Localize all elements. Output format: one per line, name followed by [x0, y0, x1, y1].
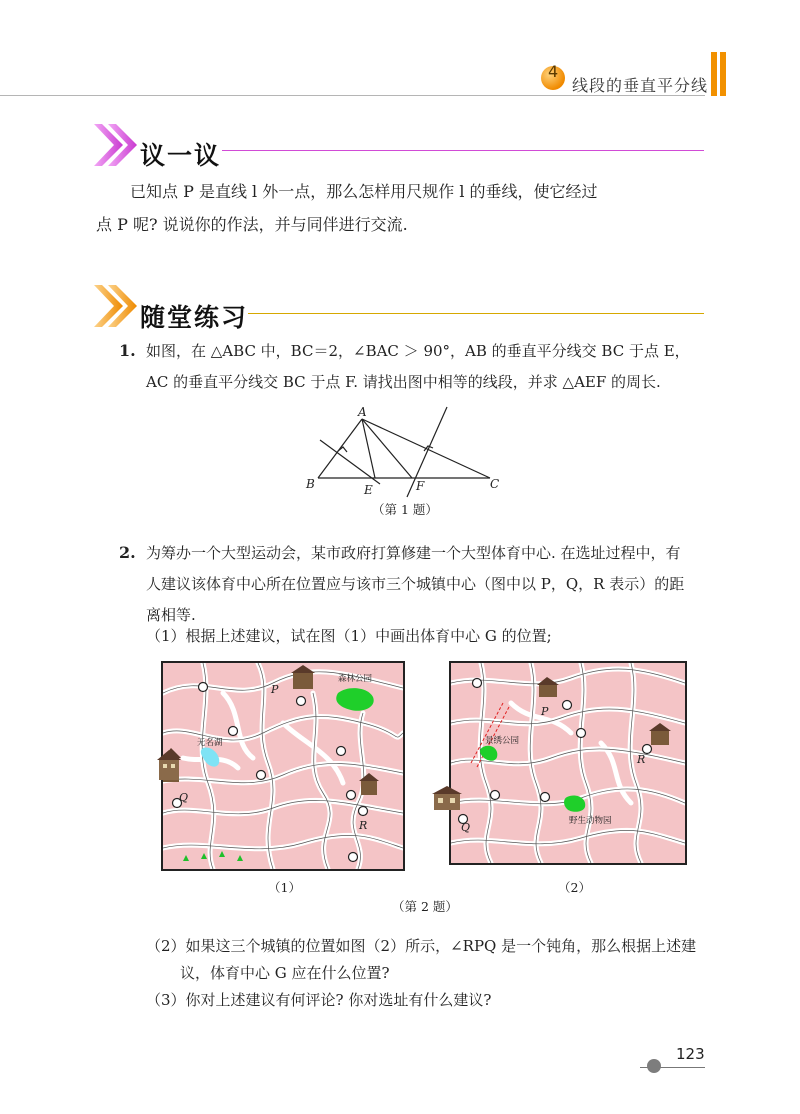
practice-title: 随堂练习: [140, 303, 249, 332]
section-chevron-icon: [92, 122, 138, 168]
map1-caption: （1）: [268, 880, 301, 895]
map-2: [449, 661, 687, 865]
house-icon: [430, 784, 464, 812]
discuss-text-line1: 已知点 P 是直线 l 外一点，那么怎样用尺规作 l 的垂线，使它经过: [130, 182, 598, 201]
q2-text-line3: 离相等.: [146, 606, 196, 624]
perp-bisector-ac: [407, 407, 447, 497]
header-bar: [720, 52, 726, 96]
label-b: B: [306, 477, 315, 491]
map2-label-r: R: [637, 753, 646, 766]
map1-label-q: Q: [179, 791, 189, 804]
chapter-title: 线段的垂直平分线: [572, 76, 709, 95]
page-number: 123: [676, 1045, 705, 1063]
map1-label-r: R: [359, 819, 368, 832]
section-rule: [248, 313, 704, 314]
q2-number: 2.: [119, 543, 136, 562]
label-e: E: [364, 483, 373, 497]
label-f: F: [416, 479, 425, 493]
map1-park-label: 森林公园: [338, 674, 373, 684]
header-rule: [0, 95, 705, 96]
page-dot-icon: [647, 1059, 661, 1073]
q1-caption: （第 1 题）: [372, 502, 438, 517]
label-c: C: [490, 477, 500, 491]
triangle-figure: [300, 402, 520, 512]
q2-sub3: （3）你对上述建议有何评论? 你对选址有什么建议?: [146, 991, 492, 1009]
q2-sub2-line2: 议，体育中心 G 应在什么位置?: [180, 964, 390, 982]
header-bar: [711, 52, 717, 96]
map2-park1-label: 景绣公园: [485, 736, 520, 746]
section-chevron-icon: [92, 283, 138, 329]
section-rule: [222, 150, 704, 151]
right-angle-mark: [338, 447, 347, 452]
chapter-number: 4: [548, 62, 559, 81]
label-a: A: [358, 405, 367, 419]
q2-sub2-line1: （2）如果这三个城镇的位置如图（2）所示，∠RPQ 是一个钝角，那么根据上述建: [146, 937, 697, 955]
map2-caption: （2）: [558, 880, 591, 895]
q1-number: 1.: [119, 341, 136, 360]
q1-text-line2: AC 的垂直平分线交 BC 于点 F. 请找出图中相等的线段，并求 △AEF 的周长.: [146, 373, 661, 391]
discuss-text-line2: 点 P 呢? 说说你的作法，并与同伴进行交流.: [96, 215, 408, 234]
q1-text-line1: 如图，在 △ABC 中，BC＝2，∠BAC ＞ 90°，AB 的垂直平分线交 BC 于点 E，: [146, 342, 690, 360]
discuss-title: 议一议: [140, 141, 222, 170]
map2-park2-label: 野生动物园: [569, 816, 612, 826]
map-1: [161, 661, 405, 871]
segment-af: [362, 419, 412, 478]
map1-label-p: P: [271, 683, 279, 696]
q2-text-line1: 为筹办一个大型运动会，某市政府打算修建一个大型体育中心. 在选址过程中，有: [146, 544, 681, 562]
q2-figure-caption: （第 2 题）: [392, 899, 458, 914]
house-icon: [155, 748, 183, 782]
map2-label-p: P: [541, 705, 549, 718]
q2-sub1: （1）根据上述建议，试在图（1）中画出体育中心 G 的位置;: [146, 627, 552, 645]
map2-label-q: Q: [461, 821, 471, 834]
segment-ae: [362, 419, 375, 478]
q2-text-line2: 人建议该体育中心所在位置应与该市三个城镇中心（图中以 P，Q，R 表示）的距: [146, 575, 685, 593]
side-ab: [318, 419, 362, 478]
forest-park-area: [336, 688, 373, 711]
map1-lake-label: 无名湖: [197, 738, 223, 748]
